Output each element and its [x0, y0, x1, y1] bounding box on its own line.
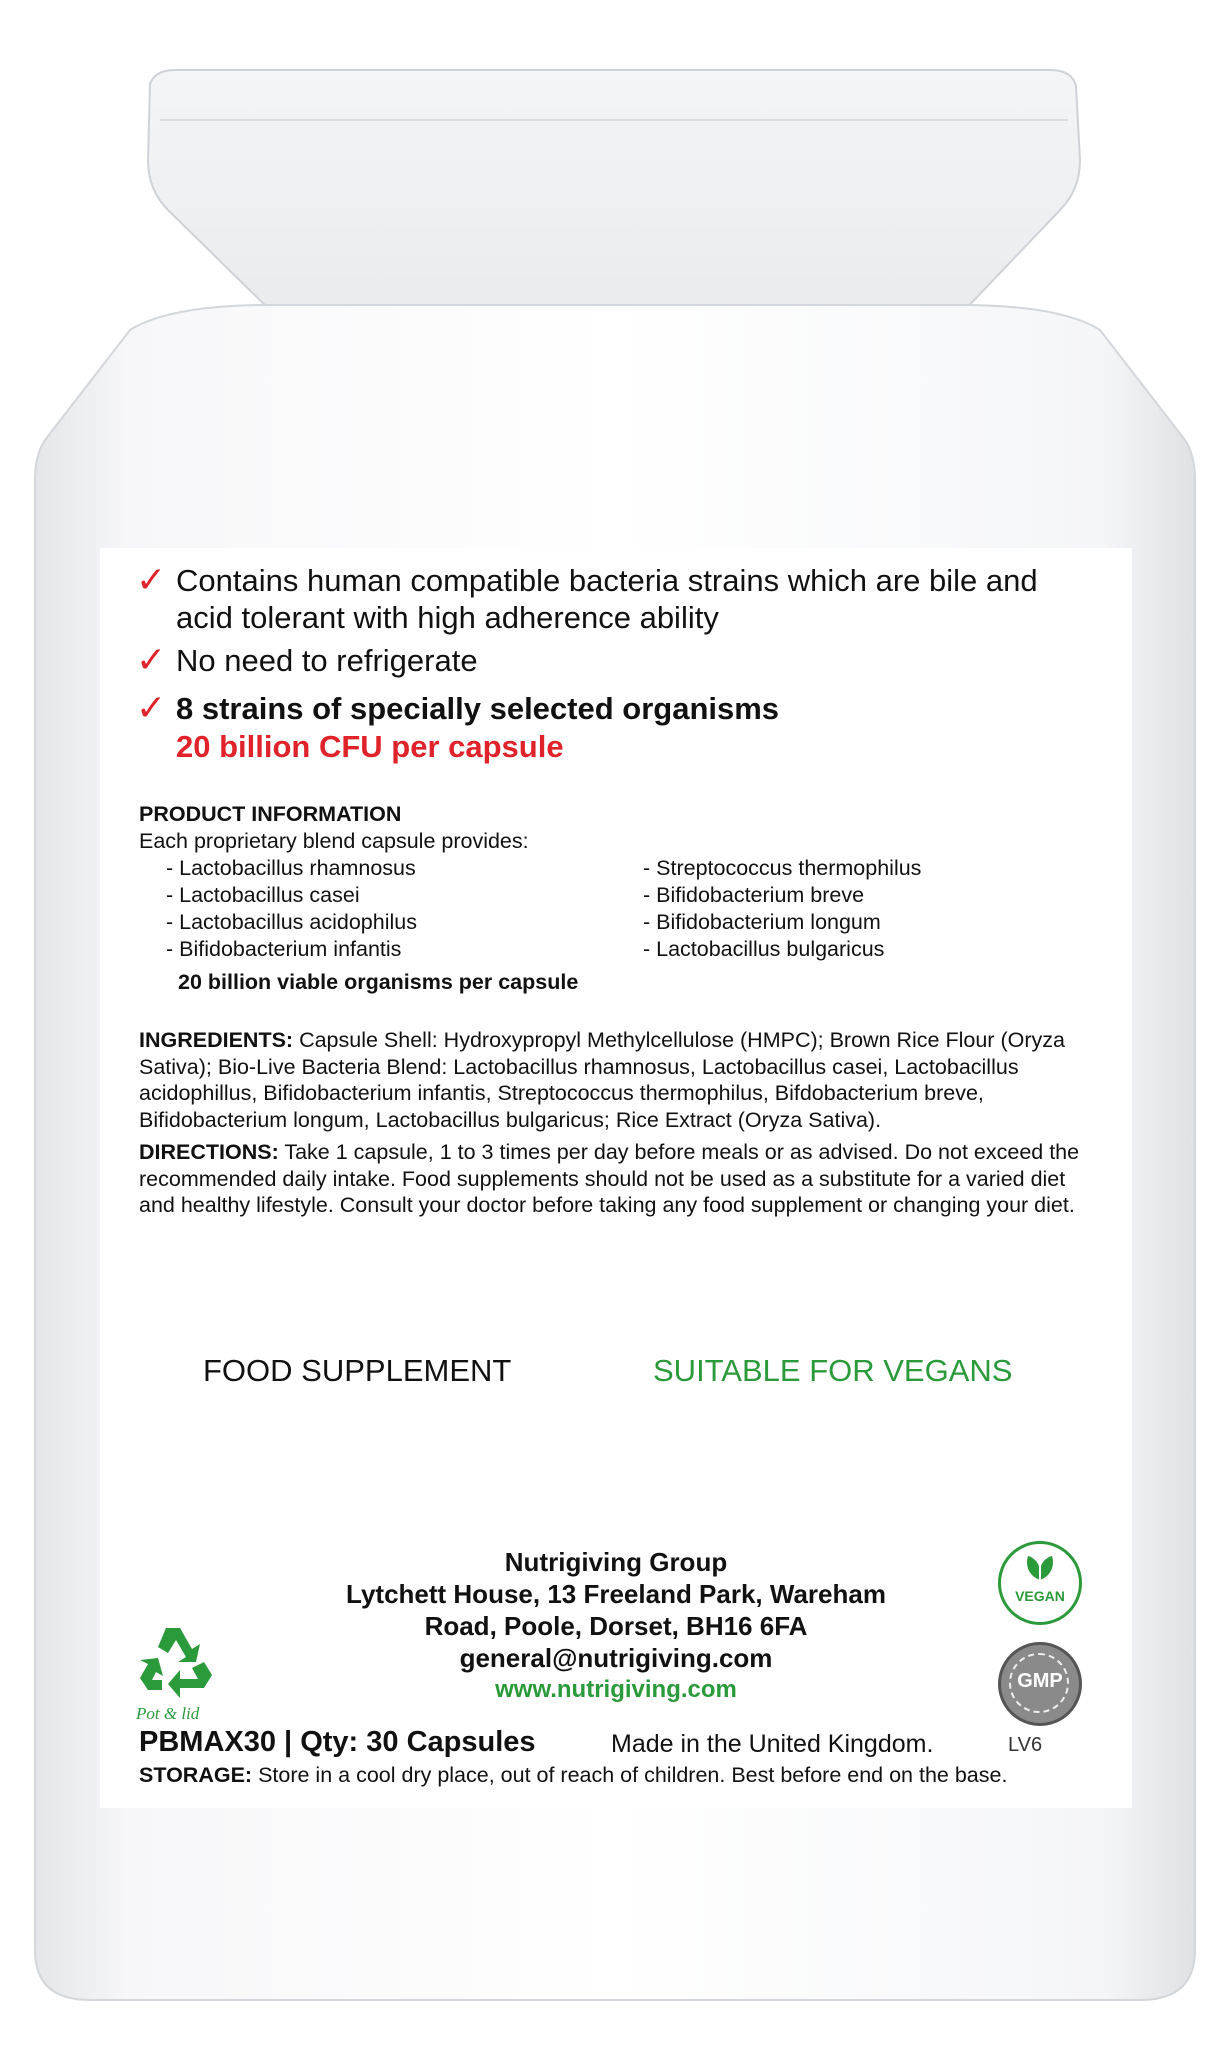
claim-3-line-2: 20 billion CFU per capsule: [176, 729, 564, 764]
bottle-lid: [148, 70, 1080, 315]
directions-paragraph: [139, 1139, 1089, 1219]
strain-left-4: - Bifidobacterium infantis: [166, 937, 402, 961]
version-code: LV6: [1008, 1734, 1043, 1756]
strain-right-1: - Streptococcus thermophilus: [643, 856, 922, 880]
food-supplement-label: FOOD SUPPLEMENT: [203, 1353, 512, 1388]
vegan-badge-text: VEGAN: [1015, 1588, 1065, 1604]
check-icon: ✓: [136, 560, 167, 601]
product-info-heading: PRODUCT INFORMATION: [139, 802, 402, 826]
claim-2: No need to refrigerate: [176, 643, 478, 678]
claim-1-line-1: Contains human compatible bacteria strains which are bile and: [176, 563, 1038, 598]
product-label: [100, 548, 1132, 1808]
strain-right-4: - Lactobacillus bulgaricus: [643, 937, 885, 961]
product-info-intro: Each proprietary blend capsule provides:: [139, 829, 529, 853]
ingredients-text: Capsule Shell: Hydroxypropyl Methylcellulose (HMPC); Brown Rice Flour (Oryza Sativa); Bio-Live Bacteria Blend: Lactobacillus rhamnosus, Lactobacillus casei, Lactobacillus acidophillus, Bifidobacterium infantis, Streptococcus thermophilus, Bifdobacterium breve, Bifidobacterium longum, Lactobacillus bulgaricus; Rice Extract (Oryza Sativa).: [139, 1028, 1065, 1132]
product-code: PBMAX30 | Qty: 30 Capsules: [139, 1726, 536, 1758]
strain-left-1: - Lactobacillus rhamnosus: [166, 856, 416, 880]
storage-text: Store in a cool dry place, out of reach of children. Best before end on the base.: [252, 1763, 1008, 1787]
storage-line: [139, 1762, 1007, 1789]
ingredients-label: INGREDIENTS:: [139, 1028, 294, 1052]
viable-organisms: 20 billion viable organisms per capsule: [178, 970, 579, 994]
company-website: www.nutrigiving.com: [495, 1676, 737, 1703]
ingredients-paragraph: [139, 1027, 1089, 1133]
recycle-label: Pot & lid: [136, 1704, 200, 1723]
vegan-badge: [998, 1541, 1082, 1625]
company-name: Nutrigiving Group: [504, 1547, 728, 1577]
vegan-leaf-icon: [1023, 1552, 1057, 1582]
storage-label: STORAGE:: [139, 1763, 253, 1787]
strain-left-3: - Lactobacillus acidophilus: [166, 910, 417, 934]
check-icon: ✓: [136, 640, 167, 681]
suitable-for-vegans-label: SUITABLE FOR VEGANS: [653, 1353, 1013, 1388]
company-address-line-2: Road, Poole, Dorset, BH16 6FA: [424, 1611, 808, 1641]
made-in: Made in the United Kingdom.: [611, 1730, 934, 1758]
company-email: general@nutrigiving.com: [459, 1643, 773, 1673]
strain-right-3: - Bifidobacterium longum: [643, 910, 881, 934]
gmp-badge-text: GMP: [1017, 1670, 1063, 1692]
claim-3-line-1: 8 strains of specially selected organisms: [176, 691, 780, 726]
directions-label: DIRECTIONS:: [139, 1140, 279, 1164]
claim-1-line-2: acid tolerant with high adherence ability: [176, 600, 719, 635]
gmp-seal-icon: [998, 1642, 1082, 1726]
strain-left-2: - Lactobacillus casei: [166, 883, 360, 907]
recycle-icon: [136, 1622, 220, 1702]
company-address-line-1: Lytchett House, 13 Freeland Park, Wareham: [346, 1579, 886, 1609]
strain-right-2: - Bifidobacterium breve: [643, 883, 865, 907]
check-icon: ✓: [136, 688, 167, 729]
directions-text: Take 1 capsule, 1 to 3 times per day before meals or as advised. Do not exceed the recommended daily intake. Food supplements should not be used as a substitute for a varied diet and healthy lifestyle. Consult your doctor before taking any food supplement or changing your diet.: [139, 1140, 1080, 1217]
